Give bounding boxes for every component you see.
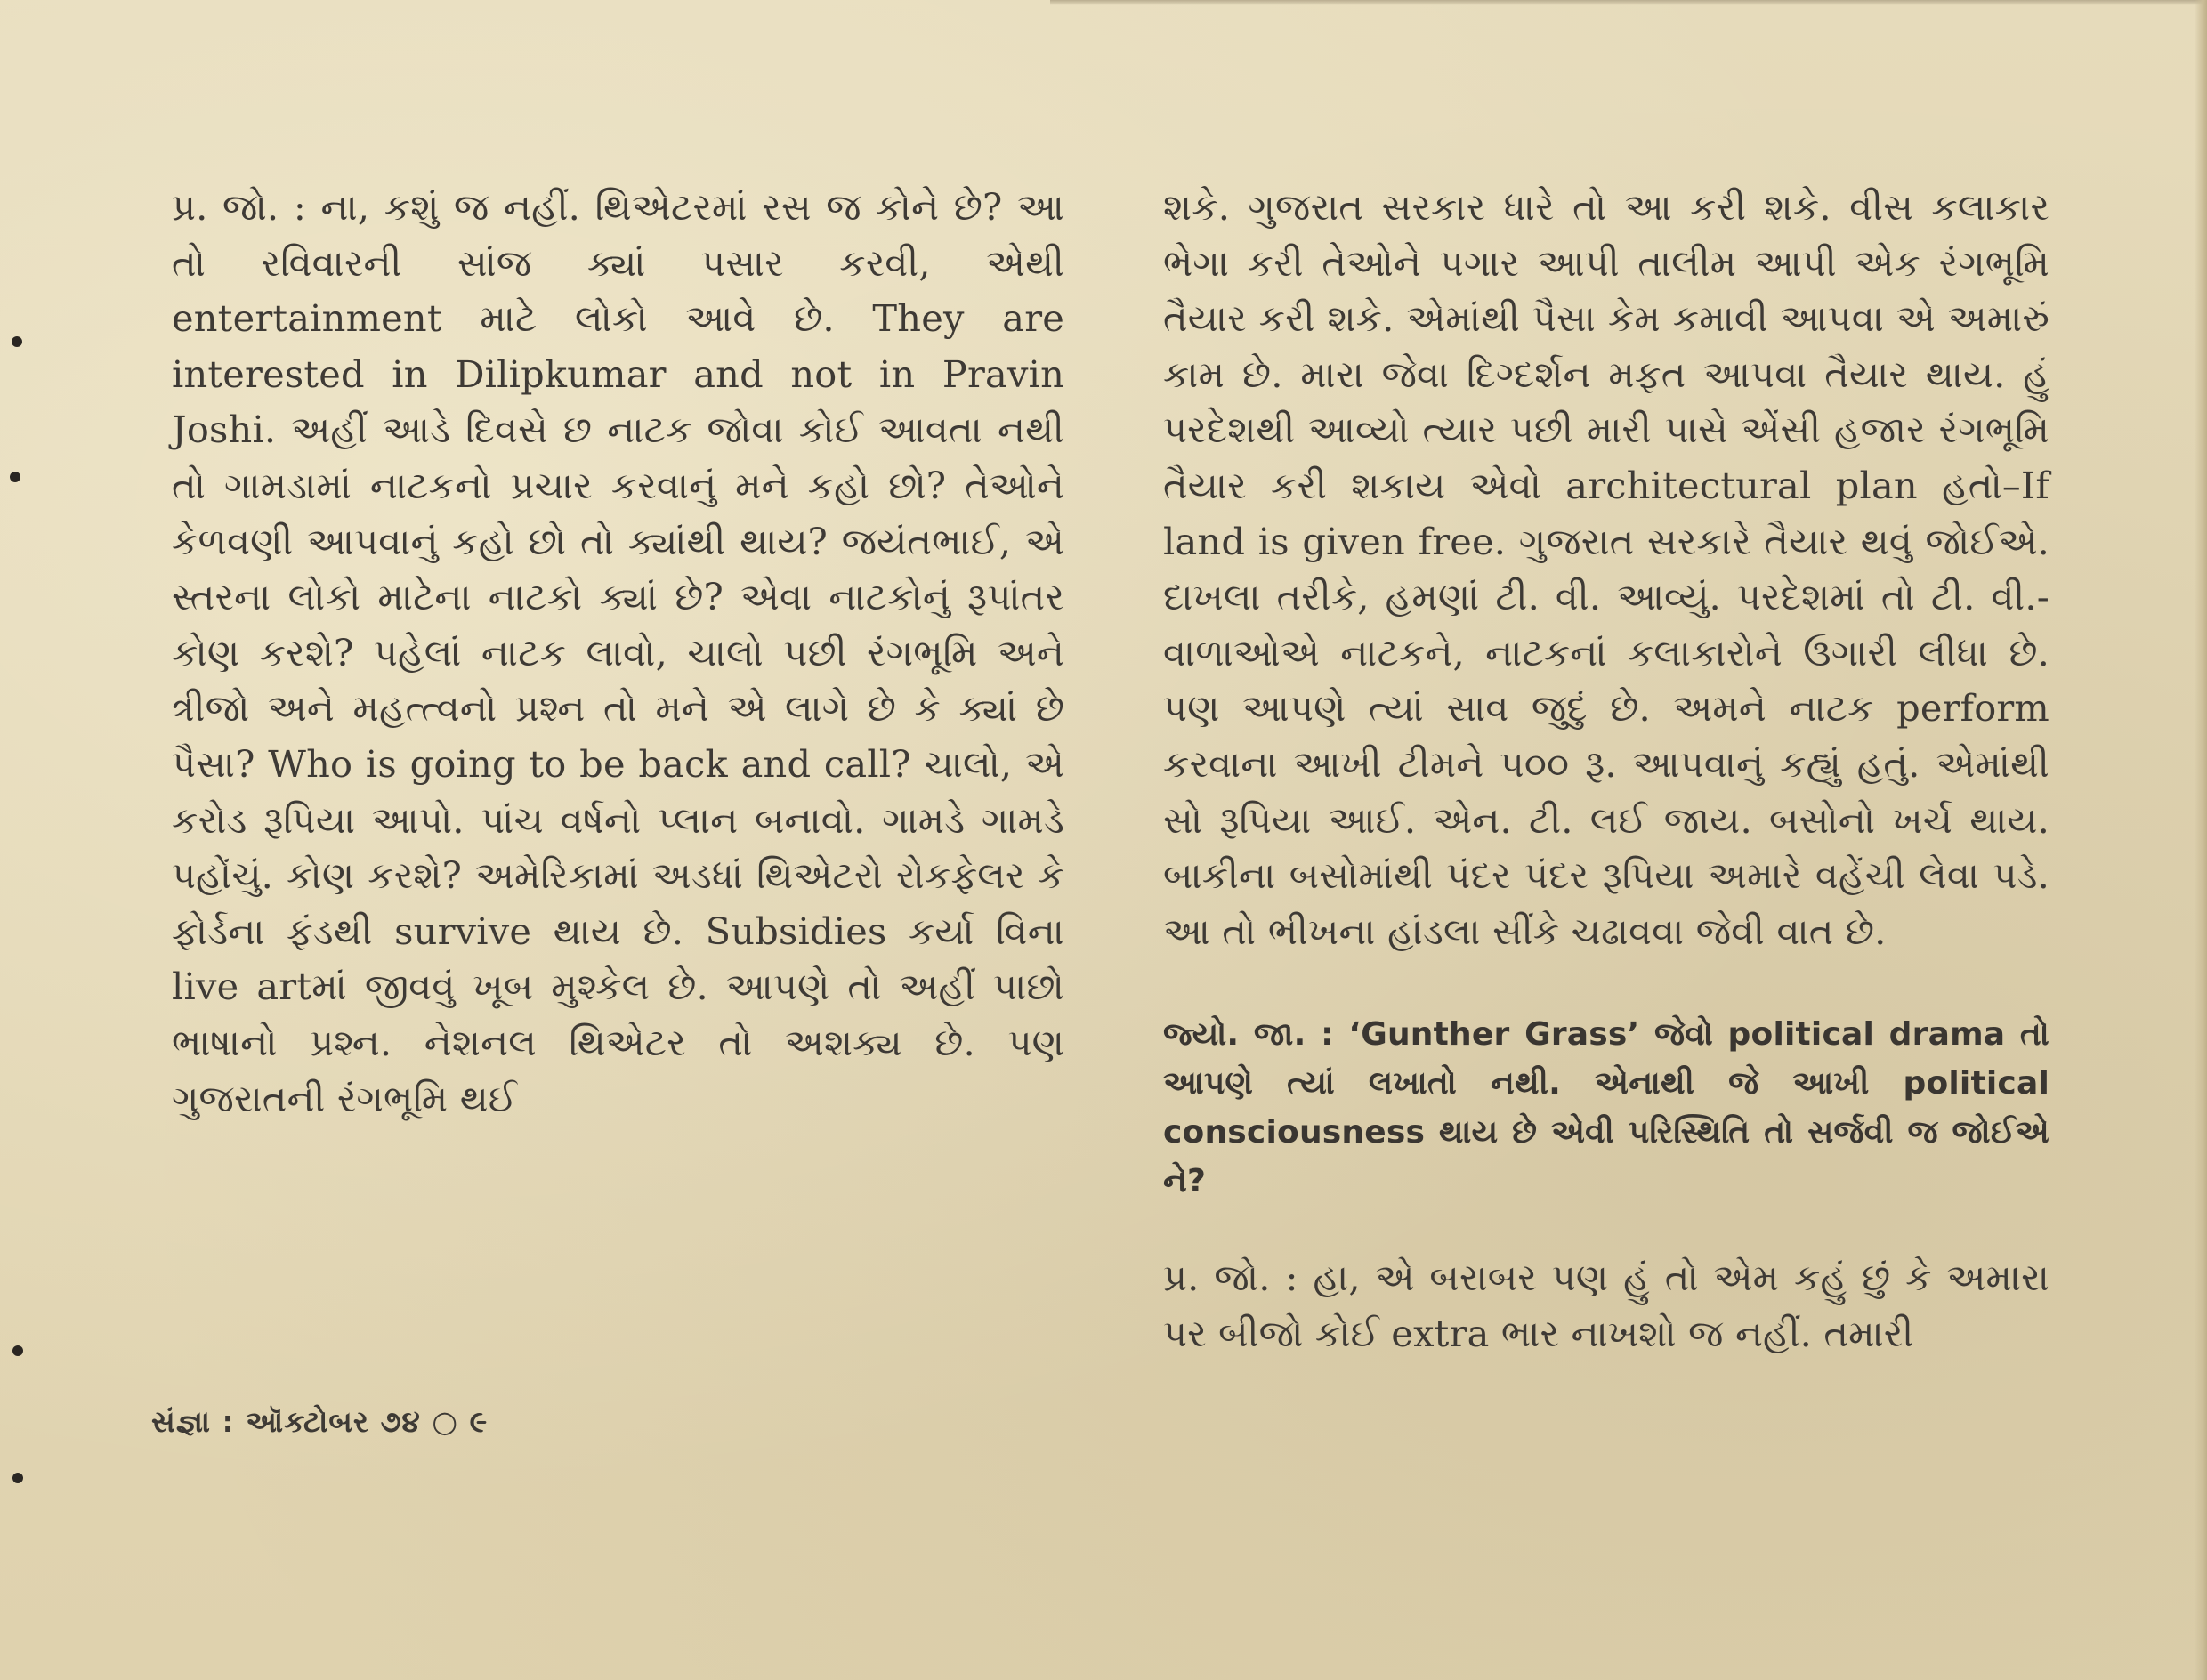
- interview-answer-paragraph: પ્ર. જો. : હા, એ બરાબર પણ હું તો એમ કહું છું કે અમારા પર બીજો કોઈ extra ભાર નાખશો જ નહીં. તમારી: [1163, 1256, 2049, 1355]
- interview-answer-continuation: શકે. ગુજરાત સરકાર ધારે તો આ કરી શકે. વીસ કલાકાર ભેગા કરી તેઓને પગાર આપી તાલીમ આપી એક રંગભૂમિ તૈયાર કરી શકે. એમાંથી પૈસા કેમ કમાવી આપવા એ અમારું કામ છે. મારા જેવા દિગ્દર્શન મફત આપવા તૈયાર થાય. હું પરદેશથી આવ્યો ત્યાર પછી મારી પાસે એંસી હજાર રંગભૂમિ તૈયાર કરી શકાય એવો architectural plan હતો–If land is given free. ગુજરાત સરકારે તૈયાર થવું જોઈએ. દાખલા તરીકે, હમણાં ટી. વી. આવ્યું. પરદેશમાં તો ટી. વી.-વાળાઓએ નાટકને, નાટકનાં કલાકારોને ઉગારી લીધા છે. પણ આપણે ત્યાં સાવ જુદું છે. અમને નાટક perform કરવાના આખી ટીમને ૫૦૦ રૂ. આપવાનું કહ્યું હતું. એમાંથી સો રૂપિયા આઈ. એન. ટી. લઈ જાય. બસોનો ખર્ચ થાય. બાકીના બસોમાંથી પંદર પંદર રૂપિયા અમારે વહેંચી લેવા પડે. આ તો ભીખના હાંડલા સીંકે ચઢાવવા જેવી વાત છે.: [1163, 185, 2049, 953]
- interview-answer-paragraph: પ્ર. જો. : ના, કશું જ નહીં. થિએટરમાં રસ જ કોને છે? આ તો રવિવારની સાંજ ક્યાં પસાર કરવી, એથી entertainment માટે લોકો આવે છે. They are interested in Dilipkumar and not in Pravin Joshi. અહીં આડે દિવસે છ નાટક જોવા કોઈ આવતા નથી તો ગામડામાં નાટકનો પ્રચાર કરવાનું મને કહો છો? તેઓને કેળવણી આપવાનું કહો છો તો ક્યાંથી થાય? જયંતભાઈ, એ સ્તરના લોકો માટેના નાટકો ક્યાં છે? એવા નાટકોનું રૂપાંતર કોણ કરશે? પહેલાં નાટક લાવો, ચાલો પછી રંગભૂમિ અને ત્રીજો અને મહત્ત્વનો પ્રશ્ન તો મને એ લાગે છે કે ક્યાં છે પૈસા? Who is going to be back and call? ચાલો, એ કરોડ રૂપિયા આપો. પાંચ વર્ષનો પ્લાન બનાવો. ગામડે ગામડે પહોંચું. કોણ કરશે? અમેરિકામાં અડધાં થિએટરો રોકફેલર કે ફોર્ડના ફંડથી survive થાય છે. Subsidies કર્યા વિના live artમાં જીવવું ખૂબ મુશ્કેલ છે. આપણે તો અહીં પાછો ભાષાનો પ્રશ્ન. નેશનલ થિએટર તો અશક્ય છે. પણ ગુજરાતની રંગભૂમિ થઈ: [172, 185, 1064, 1120]
- left-text-column: [172, 180, 1064, 1127]
- binding-hole-mark: [12, 1473, 23, 1483]
- binding-hole-mark: [12, 1345, 23, 1356]
- binding-hole-mark: [10, 472, 20, 482]
- interview-question: જ્યો. જા. : ‘Gunther Grass’ જેવો political drama તો આપણે ત્યાં લખાતો નથી. એનાથી જે આખી political consciousness થાય છે એવી પરિસ્થિતિ તો સર્જવી જ જોઈએ ને?: [1163, 1016, 2049, 1200]
- binding-hole-mark: [12, 336, 22, 347]
- page-top-edge: [1050, 0, 2207, 5]
- right-text-column: [1163, 180, 2049, 1362]
- page-footer: સંજ્ઞા : ઑક્ટોબર ૭૪ ○ ૯: [151, 1404, 489, 1439]
- page-right-edge: [2195, 0, 2207, 1680]
